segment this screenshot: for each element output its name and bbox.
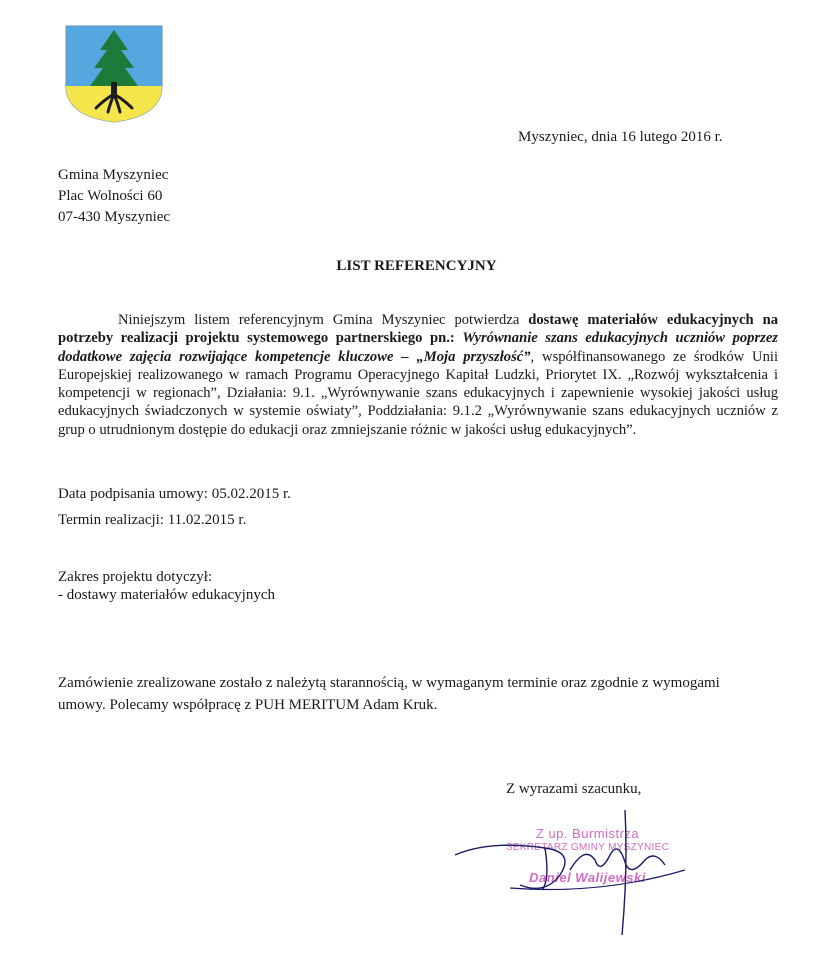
scope-item: - dostawy materiałów edukacyjnych [58,587,276,603]
body-paragraph [58,311,778,439]
address-line-3: 07-430 Myszyniec [58,209,171,225]
body-bold: dostawę materiałów edukacyjnych na potrzeby realizacji projektu systemowego partnerskiego pn.: [58,312,778,347]
address-line-2: Plac Wolności 60 [58,188,163,204]
regards: Z wyrazami szacunku, [506,781,642,797]
document-title: LIST REFERENCYJNY [336,258,497,274]
completion-date: Termin realizacji: 11.02.2015 r. [58,512,247,528]
scope-heading: Zakres projektu dotyczył: [58,569,213,585]
stamp-line-3: Daniel Walijewski [529,870,646,885]
stamp-line-2: SEKRETARZ GMINY MYSZYNIEC [505,842,670,853]
coat-of-arms-tree-icon [64,24,164,124]
address-line-1: Gmina Myszyniec [58,167,169,183]
body-intro: Niniejszym listem referencyjnym Gmina Myszyniec potwierdza [118,312,529,328]
official-stamp [480,826,695,885]
stamp-line-1: Z up. Burmistrza [535,826,640,841]
letter-date: Myszyniec, dnia 16 lutego 2016 r. [518,129,723,145]
signing-date: Data podpisania umowy: 05.02.2015 r. [58,486,291,502]
project-name: Wyrównanie szans edukacyjnych uczniów poprzez dodatkowe zajęcia rozwijające kompetencje kluczowe – „Moja przyszłość” [58,330,778,365]
closing-paragraph: Zamówienie zrealizowane zostało z należytą starannością, w wymaganym terminie oraz zgodnie z wymogami umowy. Polecamy współpracę z PUH MERITUM Adam Kruk. [58,675,720,713]
body-rest: , współfinansowanego ze środków Unii Europejskiej realizowanego w ramach Programu Operacyjnego Kapitał Ludzki, Priorytet IX. „Rozwój wykształcenia i kompetencji w regionach”, Działania: 9.1. „Wyrównywanie szans edukacyjnych i zapewnienie wysokiej jakości usług edukacyjnych świadczonych w systemie oświaty”, Poddziałania: 9.1.2 „Wyrównywanie szans edukacyjnych uczniów z grup o utrudnionym dostępie do edukacji oraz zmniejszanie różnic w jakości usług edukacyjnych”. [58,348,778,438]
sender-address [58,165,170,228]
